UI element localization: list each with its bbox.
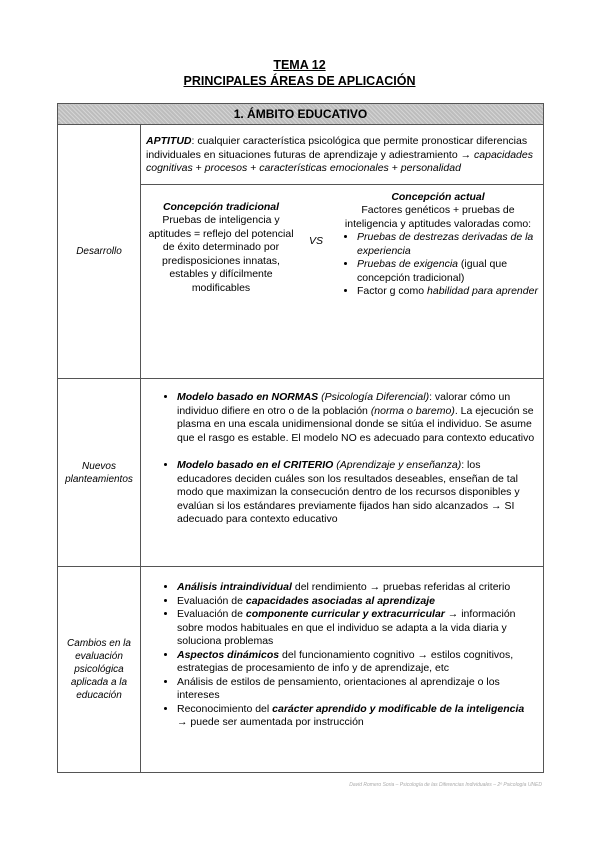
concepcion-actual	[337, 191, 539, 299]
normas-text1: : valorar cómo un individuo difiere en otro o de la población	[177, 391, 511, 417]
actual-item1: Pruebas de destrezas derivadas de la experiencia	[357, 231, 534, 257]
list-item	[177, 391, 535, 445]
aptitud-cap: capacidades cognitivas	[146, 148, 533, 174]
row-desarrollo	[58, 125, 544, 379]
aptitud-plus2: +	[247, 162, 260, 174]
cambios-content	[141, 567, 544, 773]
actual-item2-rest: (igual que concepción tradicional)	[357, 258, 508, 284]
normas-paren: (Psicología Diferencial)	[318, 391, 430, 403]
cambio-post: → puede ser aumentada por instrucción	[177, 716, 364, 728]
cambio-post: del rendimiento → pruebas referidas al criterio	[291, 581, 511, 593]
row-label-nuevos: Nuevos planteamientos	[58, 379, 141, 567]
desarrollo-content	[141, 125, 544, 379]
cambio-post: → información sobre modos habituales en que el individuo se adapta a la vida diaria y soluciona problemas	[177, 608, 516, 647]
actual-title: Concepción actual	[391, 190, 485, 203]
vs-label: VS	[308, 234, 323, 247]
aptitud-term: APTITUD	[146, 135, 192, 147]
aptitud-carac: características emocionales	[259, 162, 389, 174]
actual-text: Factores genéticos + pruebas de inteligencia y aptitudes valoradas como:	[344, 204, 532, 230]
cambio-bold: capacidades asociadas al aprendizaje	[245, 594, 435, 607]
criterio-paren: (Aprendizaje y enseñanza)	[333, 459, 462, 471]
row-cambios	[58, 567, 544, 773]
row-nuevos	[58, 379, 544, 567]
criterio-title: Modelo basado en el CRITERIO	[177, 459, 334, 471]
list-item	[357, 231, 539, 258]
cambio-pre: Evaluación de	[177, 594, 246, 607]
tradicional-text: Pruebas de inteligencia y aptitudes = reflejo del potencial de éxito determinado por predisposiciones innatas, estables y difícilmente modificables	[148, 214, 294, 294]
list-item	[357, 285, 539, 299]
tradicional-title: Concepción tradicional	[162, 200, 280, 213]
concepcion-tradicional	[147, 191, 295, 299]
list-item	[177, 703, 535, 730]
normas-title: Modelo basado en NORMAS	[177, 391, 319, 403]
cambio-bold: Análisis intraindividual	[177, 581, 292, 593]
cambio-pre: Reconocimiento del	[177, 702, 273, 715]
actual-item2-it: Pruebas de exigencia	[357, 258, 458, 270]
list-item	[177, 676, 535, 703]
aptitud-plus1: +	[192, 162, 205, 174]
page-subtitle: PRINCIPALES ÁREAS DE APLICACIÓN	[183, 74, 416, 88]
list-item	[357, 258, 539, 285]
list-item	[177, 459, 535, 527]
aptitud-proc: procesos	[204, 162, 248, 174]
aptitud-pers: personalidad	[400, 162, 461, 174]
page-footer: David Romero Soria – Psicología de las Diferencias Individuales – 2º Psicología UNED	[349, 782, 542, 788]
actual-item3-pre: Factor g como	[357, 285, 428, 297]
list-item	[177, 581, 535, 595]
criterio-text: : los educadores deciden cuáles son los resultados deseables, enseñan de tal modo que maximizan la consecución dentro de los recursos disponibles y evalúan si los estándares previamente fijados han sido alcanzados → SI adecuado para contexto educativo	[177, 459, 520, 525]
nuevos-content	[141, 379, 544, 567]
cambio-pre: Evaluación de	[177, 608, 246, 620]
row-label-desarrollo: Desarrollo	[58, 125, 141, 379]
section-header: 1. ÁMBITO EDUCATIVO	[58, 104, 544, 125]
actual-item3-it: habilidad para aprender	[427, 285, 538, 297]
list-item	[177, 595, 535, 609]
concepciones	[141, 185, 543, 305]
actual-list	[337, 231, 539, 299]
row-label-cambios: Cambios en la evaluación psicológica aplicada a la educación	[58, 567, 141, 773]
aptitud-text: : cualquier característica psicológica que permite pronosticar diferencias individuales en situaciones futuras de aprendizaje y adiestramiento →	[146, 135, 528, 161]
page-title: TEMA 12	[273, 58, 326, 72]
cambio-bold: componente curricular y extracurricular	[245, 608, 445, 620]
cambio-bold: Aspectos dinámicos	[177, 648, 280, 661]
nuevos-list	[141, 379, 543, 537]
aptitud-plus3: +	[388, 162, 401, 174]
aptitud-definition	[141, 125, 543, 185]
list-item	[177, 649, 535, 676]
normas-text2: . La ejecución se plasma en una escala unidimensional donde se sitúa el individuo. Se asume que el rasgo es estable. El modelo NO es adecuado para contexto educativo	[177, 404, 535, 444]
cambios-list	[141, 567, 543, 744]
content-table	[57, 103, 544, 773]
cambio-post: del funcionamiento cognitivo → estilos cognitivos, estrategias de procesamiento de info y de aprendizaje, etc	[177, 648, 514, 674]
cambio-bold: carácter aprendido y modificable de la inteligencia	[272, 702, 525, 715]
list-item	[177, 608, 535, 649]
cambio-pre: Análisis de estilos de pensamiento, orientaciones al aprendizaje o los intereses	[177, 675, 500, 701]
normas-paren2: (norma o baremo)	[370, 404, 455, 417]
